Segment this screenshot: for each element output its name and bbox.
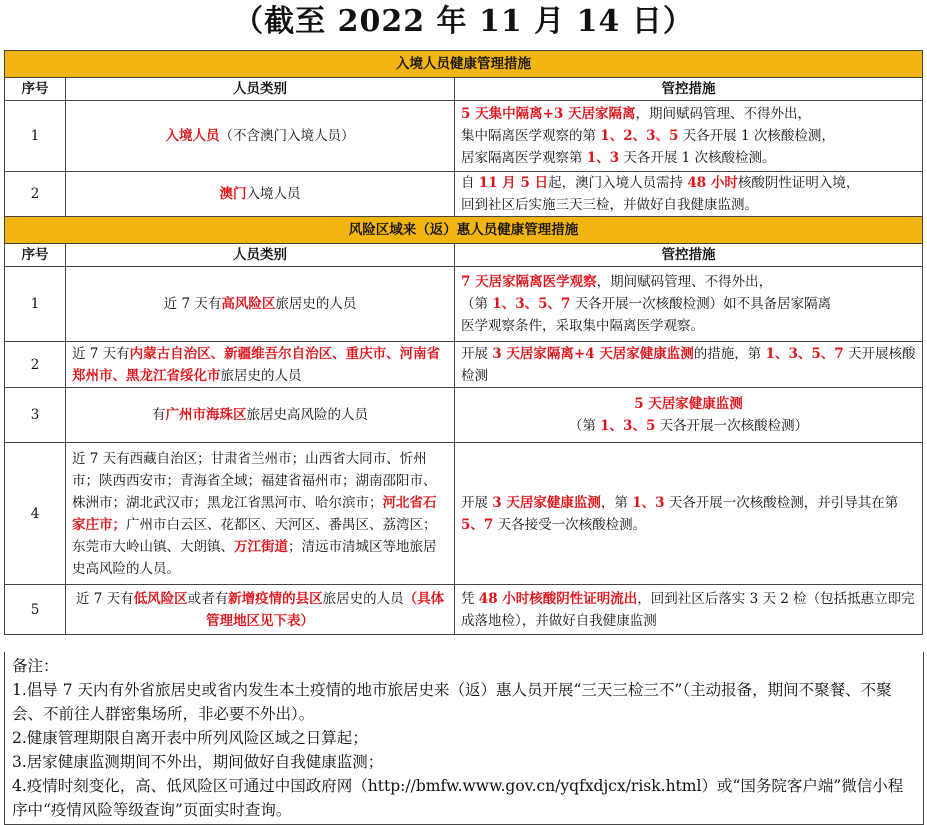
measure-text-run: （第 xyxy=(461,296,493,312)
note-item-1: 1.倡导 7 天内有外省旅居史或省内发生本土疫情的地市旅居史来（返）惠人员开展“三天三检三不”（主动报备，期间不聚餐、不聚会、不前往人群密集场所，非必要不外出）。 xyxy=(12,681,892,723)
row-number: 5 xyxy=(5,585,66,635)
measure-text-run: 医学观察条件，采取集中隔离医学观察。 xyxy=(461,318,704,334)
category-text-run: （不含澳门入境人员） xyxy=(219,128,355,144)
control-measures xyxy=(455,443,923,585)
note-item-2: 2.健康管理期限自离开表中所列风险区域之日算起； xyxy=(12,729,368,747)
section1-heading-row xyxy=(5,51,923,78)
measure-text-run: 天各开展一次核酸检测）如不具备居家隔离 xyxy=(570,296,832,312)
measure-text-run: 回到社区后实施三天三检，并做好自我健康监测。 xyxy=(461,197,758,213)
notes-block xyxy=(4,652,924,825)
section2-heading-row xyxy=(5,217,923,244)
measure-text-run: 11 月 5 日 xyxy=(478,175,549,191)
measure-text-run: 起，澳门入境人员需持 xyxy=(548,175,688,191)
measure-line xyxy=(461,415,916,437)
category-text-run: 澳门 xyxy=(219,186,247,202)
category-text-run: 新增疫情的县区 xyxy=(228,590,323,607)
measure-text-run: 天各开展 1 次核酸检测， xyxy=(678,128,835,144)
person-category xyxy=(66,267,455,342)
measure-text-run: 天各开展一次核酸检测） xyxy=(655,418,809,434)
row-number: 1 xyxy=(5,101,66,172)
measure-line xyxy=(461,103,916,125)
category-text-run: 旅居史的人员 xyxy=(275,296,357,312)
measure-line xyxy=(461,293,916,315)
person-category xyxy=(66,443,455,585)
measure-text-run: 自 xyxy=(461,175,479,191)
table-row xyxy=(5,267,923,342)
table-row xyxy=(5,172,923,217)
control-measures xyxy=(455,342,923,388)
person-category xyxy=(66,172,455,217)
measure-text-run: 1、3 xyxy=(586,150,620,166)
table-row xyxy=(5,388,923,443)
control-measures xyxy=(455,267,923,342)
measure-text-run: 5 天集中隔离+3 天居家隔离 xyxy=(461,106,636,122)
measure-text-run: 1、3、5 xyxy=(600,418,656,434)
measure-text-run: 天各开展一次核酸检测，并引导其在第 xyxy=(664,494,899,511)
measure-line xyxy=(461,194,916,216)
measure-text-run: 1、3 xyxy=(632,494,665,511)
category-text-run: （具体管理地区见下表） xyxy=(206,590,445,629)
control-measures xyxy=(455,585,923,635)
measure-text-run: 7 天居家隔离医学观察 xyxy=(461,274,597,290)
measure-text-run: 开展 xyxy=(461,345,493,362)
column-header: 序号 xyxy=(5,244,66,267)
row-number: 3 xyxy=(5,388,66,443)
section1-heading: 入境人员健康管理措施 xyxy=(5,51,923,78)
category-text-run: 近 7 天有 xyxy=(75,590,134,607)
measure-text-run: 天各接受一次核酸检测。 xyxy=(493,516,647,533)
page-title: （截至 2022 年 11 月 14 日） xyxy=(233,4,694,39)
category-text-run: 入境人员 xyxy=(165,128,220,144)
category-text-run: 或者有 xyxy=(187,590,229,607)
measure-text-run: 集中隔离医学观察的第 xyxy=(461,128,601,144)
measure-text-run: 1、2、3、5 xyxy=(600,128,679,144)
control-measures xyxy=(455,101,923,172)
category-text-run: 高风险区 xyxy=(221,296,276,312)
measure-text-run: 凭 xyxy=(461,590,479,607)
measure-text-run: ，期间赋码管理、不得外出， xyxy=(596,274,773,290)
category-text-run: 广州市海珠区 xyxy=(165,407,247,423)
row-number: 4 xyxy=(5,443,66,585)
category-text-run: 近 7 天有西藏自治区；甘肃省兰州市；山西省大同市、忻州市；陕西西安市；青海省全域；福建省福州市；湖南邵阳市、株洲市；湖北武汉市；黑龙江省黑河市、哈尔滨市； xyxy=(72,450,437,511)
column-header: 人员类别 xyxy=(66,78,455,101)
measure-line xyxy=(461,172,916,194)
category-text-run: 近 7 天有 xyxy=(72,345,130,362)
measure-line xyxy=(461,588,916,632)
measure-text-run: 天开展核酸检测 xyxy=(461,345,916,384)
measure-line xyxy=(461,492,916,536)
table-row xyxy=(5,585,923,635)
measure-line xyxy=(461,271,916,293)
control-measures xyxy=(455,172,923,217)
measure-line xyxy=(461,393,916,415)
person-category xyxy=(66,342,455,388)
category-text-run: 内蒙古自治区、新疆维吾尔自治区、重庆市、河南省郑州市、黑龙江省绥化市 xyxy=(72,345,441,384)
note-item-3: 3.居家健康监测期间不外出，期间做好自我健康监测； xyxy=(12,753,384,771)
measure-text-run: 1、3、5、7 xyxy=(765,345,844,362)
section1-column-header-row xyxy=(5,78,923,101)
measure-text-run: 开展 xyxy=(461,494,493,511)
table-row xyxy=(5,101,923,172)
person-category xyxy=(66,101,455,172)
measure-text-run: 的措施，第 xyxy=(693,345,766,362)
column-header: 管控措施 xyxy=(455,244,923,267)
row-number: 2 xyxy=(5,342,66,388)
section2-column-header-row xyxy=(5,244,923,267)
measure-text-run: 3 天居家隔离+4 天居家健康监测 xyxy=(492,345,694,362)
measure-text-run: ，回到社区后落实 3 天 2 检（包括抵惠立即完成落地检），并做好自我健康监测 xyxy=(461,590,915,629)
measure-text-run: 1、3、5、7 xyxy=(492,296,571,312)
column-header: 序号 xyxy=(5,78,66,101)
measure-text-run: 核酸阴性证明入境， xyxy=(737,175,860,191)
measure-line xyxy=(461,315,916,337)
measure-text-run: （第 xyxy=(568,418,601,434)
section2-heading: 风险区域来（返）惠人员健康管理措施 xyxy=(5,217,923,244)
measure-line xyxy=(461,343,916,387)
measure-text-run: 居家隔离医学观察第 xyxy=(461,150,587,166)
notes-heading: 备注： xyxy=(12,657,59,675)
table-row xyxy=(5,342,923,388)
category-text-run: 万江街道 xyxy=(234,538,288,555)
control-measures xyxy=(455,388,923,443)
person-category xyxy=(66,388,455,443)
column-header: 管控措施 xyxy=(455,78,923,101)
measure-text-run: 5、7 xyxy=(461,516,494,533)
category-text-run: 河北省石家庄市； xyxy=(72,494,437,533)
category-text-run: 旅居史高风险的人员 xyxy=(246,407,368,423)
measure-text-run: ，期间赋码管理、不得外出， xyxy=(635,106,811,122)
measure-text-run: 5 天居家健康监测 xyxy=(634,396,743,412)
measure-text-run: 48 小时 xyxy=(687,175,738,191)
category-text-run: 低风险区 xyxy=(133,590,188,607)
measure-text-run: 天各开展 1 次核酸检测。 xyxy=(619,150,776,166)
row-number: 1 xyxy=(5,267,66,342)
measure-line xyxy=(461,125,916,147)
person-category xyxy=(66,585,455,635)
category-text-run: 旅居史的人员 xyxy=(322,590,404,607)
category-text-run: 近 7 天有 xyxy=(163,296,222,312)
category-text-run: 入境人员 xyxy=(246,186,301,202)
category-text-run: 有 xyxy=(152,407,166,423)
table-row xyxy=(5,443,923,585)
note-item-4: 4.疫情时刻变化，高、低风险区可通过中国政府网（http://bmfw.www.gov.cn/yqfxdjcx/risk.html）或“国务院客户端”微信小程序中“疫情风险等级查询”页面实时查询。 xyxy=(12,777,904,819)
row-number: 2 xyxy=(5,172,66,217)
column-header: 人员类别 xyxy=(66,244,455,267)
category-text-run: 广州市白云区、花都区、天河区、番禺区、荔湾区；东莞市大岭山镇、大朗镇、 xyxy=(72,516,437,555)
measure-line xyxy=(461,147,916,169)
category-text-run: 旅居史的人员 xyxy=(220,367,302,384)
measures-table xyxy=(4,50,923,635)
measure-text-run: 48 小时核酸阴性证明流出 xyxy=(478,590,638,607)
category-text-run: ；清远市清城区等地旅居史高风险的人员。 xyxy=(72,538,437,577)
measure-text-run: 3 天居家健康监测 xyxy=(492,494,601,511)
measure-text-run: ，第 xyxy=(600,494,633,511)
